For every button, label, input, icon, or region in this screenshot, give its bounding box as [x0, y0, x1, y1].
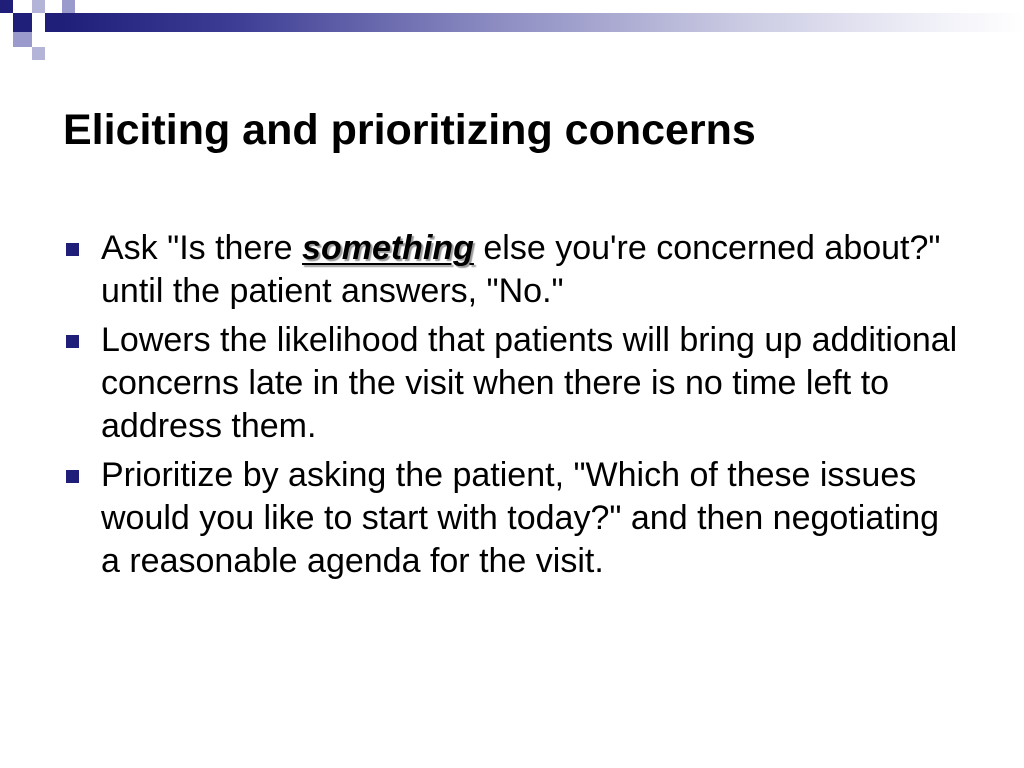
- bullet-text-prefix: Ask "Is there: [101, 229, 303, 267]
- bullet-text-suffix: else you're concerned about?" until the patient answers, "No.": [101, 229, 941, 310]
- decor-square: [62, 0, 75, 13]
- slide-title: Eliciting and prioritizing concerns: [63, 106, 756, 154]
- bullet-list: [66, 227, 966, 589]
- square-bullet-icon: [66, 335, 79, 348]
- decor-square: [45, 13, 62, 32]
- decor-square: [32, 47, 45, 60]
- decor-square: [0, 0, 13, 13]
- bullet-item-ask-something-else: [66, 227, 966, 313]
- decor-square: [32, 0, 45, 13]
- bullet-text: Lowers the likelihood that patients will bring up additional concerns late in the visit when there is no time left to address them.: [101, 321, 958, 445]
- decor-square: [13, 32, 32, 47]
- bullet-item-prioritize: [66, 454, 966, 583]
- bullet-item-lowers-likelihood: [66, 319, 966, 448]
- emphasized-word: something: [302, 229, 474, 267]
- bullet-text: Prioritize by asking the patient, "Which of these issues would you like to start with today?" and then negotiating a reasonable agenda for the visit.: [101, 456, 940, 580]
- header-gradient-bar: [62, 13, 1024, 32]
- decor-square: [13, 13, 32, 32]
- header-decoration: [0, 0, 1024, 64]
- square-bullet-icon: [66, 470, 79, 483]
- square-bullet-icon: [66, 243, 79, 256]
